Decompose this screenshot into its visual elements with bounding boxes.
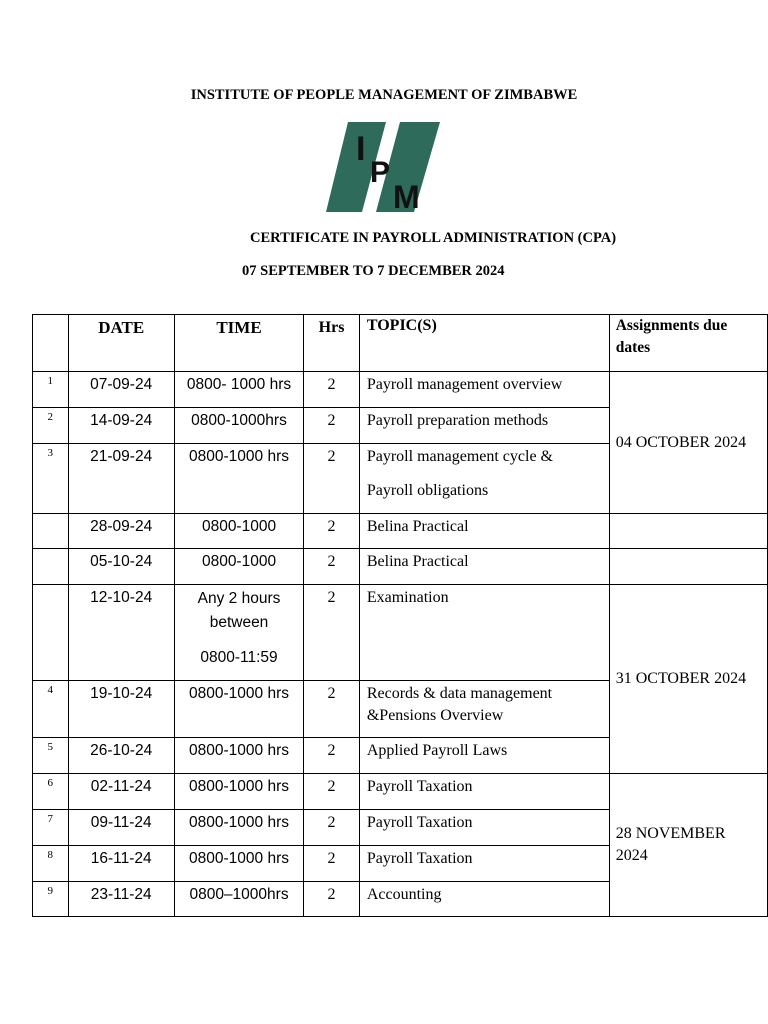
- row-hrs: 2: [304, 774, 360, 810]
- row-topic-line1: Payroll management cycle &: [366, 448, 553, 465]
- ipm-logo: [326, 120, 442, 214]
- svg-text:I: I: [356, 130, 366, 168]
- table-row: [33, 514, 768, 549]
- organization-title: INSTITUTE OF PEOPLE MANAGEMENT OF ZIMBABWE: [190, 87, 578, 103]
- row-num: [33, 585, 69, 681]
- header-date: DATE: [68, 315, 174, 372]
- row-date: 26-10-24: [68, 738, 174, 774]
- row-date: 19-10-24: [68, 681, 174, 738]
- row-time: 0800-1000 hrs: [174, 738, 303, 774]
- row-topic: Accounting: [359, 882, 609, 917]
- row-topic: Belina Practical: [359, 549, 609, 585]
- row-date: 28-09-24: [68, 514, 174, 549]
- row-date: 02-11-24: [68, 774, 174, 810]
- row-topic: Payroll preparation methods: [359, 408, 609, 444]
- row-num: 1: [33, 372, 69, 408]
- row-time-line2: 0800-11:59: [200, 649, 278, 666]
- table-row: [33, 585, 768, 681]
- row-time: 0800-1000 hrs: [174, 681, 303, 738]
- due-date-cell: 31 OCTOBER 2024: [609, 585, 767, 774]
- course-dates: 07 SEPTEMBER TO 7 DECEMBER 2024: [242, 263, 505, 279]
- row-num: [33, 549, 69, 585]
- header-num: [33, 315, 69, 372]
- row-hrs: 2: [304, 585, 360, 681]
- row-time: [174, 585, 303, 681]
- row-num: 8: [33, 846, 69, 882]
- header-due: Assignments due dates: [609, 315, 767, 372]
- row-date: 23-11-24: [68, 882, 174, 917]
- header-time: TIME: [174, 315, 303, 372]
- due-date-cell: 04 OCTOBER 2024: [609, 372, 767, 514]
- row-time: 0800- 1000 hrs: [174, 372, 303, 408]
- row-date: 14-09-24: [68, 408, 174, 444]
- row-date: 16-11-24: [68, 846, 174, 882]
- row-date: 21-09-24: [68, 444, 174, 514]
- row-hrs: 2: [304, 514, 360, 549]
- row-time: 0800–1000hrs: [174, 882, 303, 917]
- row-num: [33, 514, 69, 549]
- row-time: 0800-1000hrs: [174, 408, 303, 444]
- row-topic: [359, 444, 609, 514]
- table-row: [33, 372, 768, 408]
- row-hrs: 2: [304, 738, 360, 774]
- row-hrs: 2: [304, 810, 360, 846]
- row-hrs: 2: [304, 882, 360, 917]
- row-hrs: 2: [304, 549, 360, 585]
- due-date-empty: [609, 514, 767, 549]
- header-topic: TOPIC(S): [359, 315, 609, 372]
- row-time: 0800-1000 hrs: [174, 810, 303, 846]
- row-time: 0800-1000 hrs: [174, 444, 303, 514]
- row-num: 6: [33, 774, 69, 810]
- row-topic: Payroll Taxation: [359, 846, 609, 882]
- row-num: 9: [33, 882, 69, 917]
- due-date-cell: 28 NOVEMBER 2024: [609, 774, 767, 917]
- row-date: 05-10-24: [68, 549, 174, 585]
- table-header-row: [33, 315, 768, 372]
- schedule-table: [32, 314, 768, 917]
- row-num: 5: [33, 738, 69, 774]
- row-time: 0800-1000: [174, 549, 303, 585]
- table-row: [33, 549, 768, 585]
- row-time: 0800-1000 hrs: [174, 774, 303, 810]
- row-time: 0800-1000 hrs: [174, 846, 303, 882]
- row-topic: Examination: [359, 585, 609, 681]
- svg-text:M: M: [393, 179, 420, 214]
- row-topic: Belina Practical: [359, 514, 609, 549]
- due-date-empty: [609, 549, 767, 585]
- row-topic-line2: Payroll obligations: [366, 482, 489, 499]
- row-hrs: 2: [304, 846, 360, 882]
- row-hrs: 2: [304, 408, 360, 444]
- row-hrs: 2: [304, 372, 360, 408]
- header-hrs: Hrs: [304, 315, 360, 372]
- row-date: 09-11-24: [68, 810, 174, 846]
- row-num: 3: [33, 444, 69, 514]
- svg-text:P: P: [370, 156, 391, 189]
- row-time-line1: Any 2 hours between: [197, 590, 281, 631]
- row-topic: Payroll Taxation: [359, 810, 609, 846]
- row-topic: Payroll management overview: [359, 372, 609, 408]
- row-hrs: 2: [304, 444, 360, 514]
- row-num: 2: [33, 408, 69, 444]
- row-date: 07-09-24: [68, 372, 174, 408]
- row-num: 4: [33, 681, 69, 738]
- row-topic: Records & data management &Pensions Overview: [359, 681, 609, 738]
- row-date: 12-10-24: [68, 585, 174, 681]
- course-title: CERTIFICATE IN PAYROLL ADMINISTRATION (CPA): [250, 230, 617, 246]
- table-row: [33, 774, 768, 810]
- row-time: 0800-1000: [174, 514, 303, 549]
- row-hrs: 2: [304, 681, 360, 738]
- row-num: 7: [33, 810, 69, 846]
- row-topic: Payroll Taxation: [359, 774, 609, 810]
- row-topic: Applied Payroll Laws: [359, 738, 609, 774]
